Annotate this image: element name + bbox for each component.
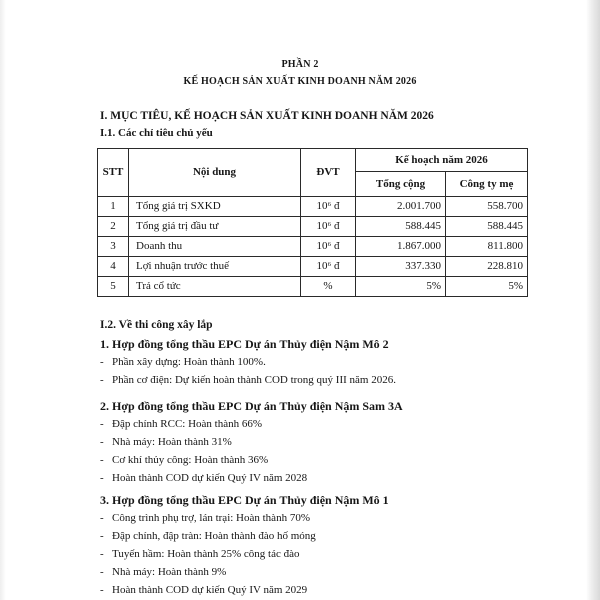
cell-total: 2.001.700: [356, 197, 446, 217]
table-row: [98, 277, 528, 297]
cell-content: Doanh thu: [129, 237, 301, 257]
list-item-text: Phần cơ điện: Dự kiến hoàn thành COD trong quý III năm 2026.: [112, 374, 396, 386]
bullet-dash: -: [100, 530, 104, 542]
cell-parent: 558.700: [446, 197, 528, 217]
list-item: [100, 417, 580, 431]
list-item-text: Nhà máy: Hoàn thành 9%: [112, 566, 227, 578]
cell-unit: %: [301, 277, 356, 297]
list-item: [100, 471, 580, 485]
section-1-2-heading: I.2. Về thi công xây lắp: [100, 319, 213, 331]
header-content: Nội dung: [129, 149, 301, 197]
bullet-dash: -: [100, 436, 104, 448]
list-item: [100, 373, 580, 387]
list-item: [100, 529, 580, 543]
header-parent-company: Công ty mẹ: [446, 172, 528, 197]
list-item: [100, 435, 580, 449]
list-item: [100, 453, 580, 467]
contract-block: [100, 399, 580, 485]
header-plan: Kế hoạch năm 2026: [356, 149, 528, 172]
cell-content: Tổng giá trị SXKD: [129, 197, 301, 217]
bullet-dash: -: [100, 418, 104, 430]
bullet-dash: -: [100, 374, 104, 386]
contract-block: [100, 493, 580, 597]
bullet-dash: -: [100, 548, 104, 560]
cell-parent: 228.810: [446, 257, 528, 277]
header-unit: ĐVT: [301, 149, 356, 197]
cell-stt: 1: [98, 197, 129, 217]
bullet-dash: -: [100, 356, 104, 368]
contract-block: [100, 337, 580, 387]
contract-items: [100, 511, 580, 597]
table-row: [98, 197, 528, 217]
list-item-text: Cơ khí thủy công: Hoàn thành 36%: [112, 454, 269, 466]
list-item-text: Hoàn thành COD dự kiến Quý IV năm 2029: [112, 584, 308, 596]
table-row: [98, 237, 528, 257]
contract-title: 3. Hợp đồng tổng thầu EPC Dự án Thủy điện Nậm Mô 1: [100, 493, 389, 507]
cell-total: 1.867.000: [356, 237, 446, 257]
list-item-text: Hoàn thành COD dự kiến Quý IV năm 2028: [112, 472, 308, 484]
bullet-dash: -: [100, 454, 104, 466]
cell-content: Trả cổ tức: [129, 277, 301, 297]
list-item-text: Đập chính RCC: Hoàn thành 66%: [112, 418, 263, 430]
list-item-text: Đập chính, đập tràn: Hoàn thành đào hố móng: [112, 530, 316, 542]
bullet-dash: -: [100, 512, 104, 524]
bullet-dash: -: [100, 566, 104, 578]
cell-total: 5%: [356, 277, 446, 297]
contract-title: 1. Hợp đồng tổng thầu EPC Dự án Thủy điện Nậm Mô 2: [100, 337, 389, 351]
bullet-dash: -: [100, 472, 104, 484]
section-1-1-heading: I.1. Các chỉ tiêu chủ yếu: [100, 127, 213, 139]
list-item: [100, 511, 580, 525]
list-item-text: Tuyến hầm: Hoàn thành 25% công tác đào: [112, 548, 300, 560]
cell-total: 337.330: [356, 257, 446, 277]
part-label: PHẦN 2: [281, 59, 319, 70]
cell-unit: 10⁶ đ: [301, 257, 356, 277]
cell-unit: 10⁶ đ: [301, 237, 356, 257]
cell-content: Lợi nhuận trước thuế: [129, 257, 301, 277]
contract-items: [100, 417, 580, 485]
list-item: [100, 547, 580, 561]
cell-unit: 10⁶ đ: [301, 217, 356, 237]
list-item-text: Nhà máy: Hoàn thành 31%: [112, 436, 232, 448]
contract-title: 2. Hợp đồng tổng thầu EPC Dự án Thủy điện Nậm Sam 3A: [100, 399, 403, 413]
cell-content: Tổng giá trị đầu tư: [129, 217, 301, 237]
list-item-text: Công trình phụ trợ, lán trại: Hoàn thành 70%: [112, 512, 310, 524]
cell-stt: 5: [98, 277, 129, 297]
key-indicators-table: [97, 148, 528, 297]
table-row: [98, 257, 528, 277]
cell-total: 588.445: [356, 217, 446, 237]
contract-items: [100, 355, 580, 387]
list-item: [100, 565, 580, 579]
header-stt: STT: [98, 149, 129, 197]
cell-stt: 3: [98, 237, 129, 257]
scan-edge-left: [0, 0, 6, 600]
cell-stt: 2: [98, 217, 129, 237]
list-item: [100, 355, 580, 369]
part-title: KẾ HOẠCH SẢN XUẤT KINH DOANH NĂM 2026: [183, 76, 417, 87]
cell-parent: 588.445: [446, 217, 528, 237]
header-total: Tổng cộng: [356, 172, 446, 197]
cell-unit: 10⁶ đ: [301, 197, 356, 217]
scan-edge-right: [586, 0, 600, 600]
cell-parent: 5%: [446, 277, 528, 297]
cell-stt: 4: [98, 257, 129, 277]
bullet-dash: -: [100, 584, 104, 596]
list-item-text: Phần xây dựng: Hoàn thành 100%.: [112, 356, 266, 368]
section-1-heading: I. MỤC TIÊU, KẾ HOẠCH SẢN XUẤT KINH DOANH NĂM 2026: [100, 110, 434, 122]
list-item: [100, 583, 580, 597]
cell-parent: 811.800: [446, 237, 528, 257]
table-row: [98, 217, 528, 237]
table-header-row: [98, 149, 528, 172]
